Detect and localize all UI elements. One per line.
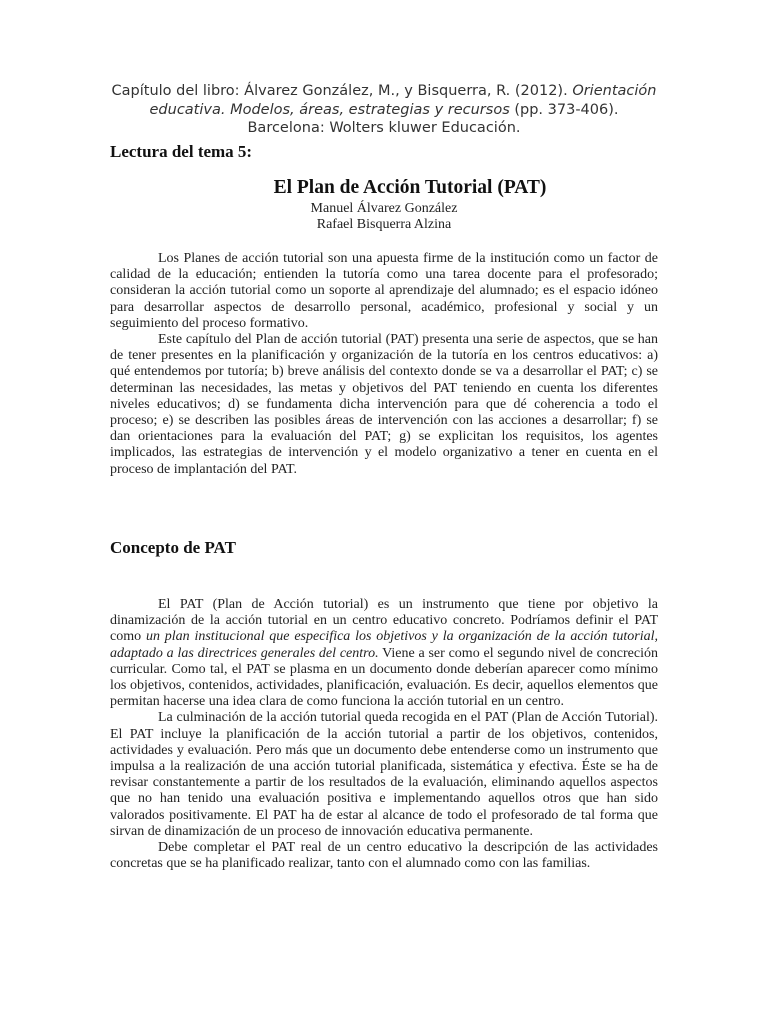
section-heading-concepto: Concepto de PAT [110, 538, 236, 557]
citation-part1: Capítulo del libro: Álvarez González, M., y Bisquerra, R. (2012). [111, 83, 568, 99]
author-1: Manuel Álvarez González [310, 201, 458, 216]
citation-part2: (pp. 373-406). Barcelona: Wolters kluwer Educación. [247, 101, 619, 136]
concept-section [110, 597, 658, 872]
concept-p1-definition: un plan institucional que especifica los objetivos y la organización de la acción tutorial, adaptado a las directrices generales del centro. [110, 629, 658, 661]
concept-paragraph-3: Debe completar el PAT real de un centro educativo la descripción de las actividades concretas que se ha planificado realizar, tanto con el alumnado como con las familias. [110, 840, 658, 872]
concept-paragraph-2: La culminación de la acción tutorial queda recogida en el PAT (Plan de Acción Tutorial). El PAT incluye la planificación de la acción tutorial a partir de los objetivos, contenidos, actividades y evaluación. Pero más que un documento debe entenderse como un instrumento que impulsa a la realización de una acción tutorial planificada, sistemática y efectiva. Éste se ha de revisar constantemente a partir de los resultados de la evaluación, eliminando aquellos aspectos que no han tenido una evaluación positiva e implementando aquellos otros que han sido valorados positivamente. El PAT ha de estar al alcance de todo el profesorado de tal forma que sirvan de dinamización de un proceso de innovación educativa permanente. [110, 710, 658, 839]
intro-paragraph-2: Este capítulo del Plan de acción tutorial (PAT) presenta una serie de aspectos, que se han de tener presentes en la planificación y organización de la tutoría en los centros educativos: a) qué entendemos por tutoría; b) breve análisis del contexto donde se va a desarrollar el PAT; c) se determinan las necesidades, las metas y objetivos del PAT teniendo en cuenta los diferentes niveles educativos; d) se fundamenta dicha intervención para que dé coherencia a todo el proceso; e) se describen las posibles áreas de intervención con las acciones a desarrollar; f) se dan orientaciones para la evaluación del PAT; g) se explicitan los requisitos, los agentes implicados, las estrategias de intervención y el modelo organizativo a tener en cuenta en el proceso de implantación del PAT. [110, 332, 658, 477]
concept-paragraph-1 [110, 597, 658, 710]
author-2: Rafael Bisquerra Alzina [316, 217, 452, 232]
lectura-heading: Lectura del tema 5: [110, 142, 253, 161]
intro-paragraph-1: Los Planes de acción tutorial son una apuesta firme de la institución como un factor de calidad de la educación; entienden la tutoría como una tarea docente para el profesorado; consideran la acción tutorial como un soporte al aprendizaje del alumnado; es el espacio idóneo para desarrollar aspectos de desarrollo personal, académico, profesional y social y un seguimiento del proceso formativo. [110, 251, 658, 331]
intro-section [110, 251, 658, 478]
citation-book-title: Orientación educativa. Modelos, áreas, estrategias y recursos [149, 83, 657, 118]
book-citation [110, 82, 658, 138]
page-title: El Plan de Acción Tutorial (PAT) [273, 177, 547, 198]
concept-p1-after: Viene a ser como el segundo nivel de concreción curricular. Como tal, el PAT se plasma en un documento donde deberían aparecer como mínimo los objetivos, contenidos, actividades, planificación, evaluación. Es decir, aquellos elementos que permitan hacerse una idea clara de como funciona la acción tutorial en un centro. [110, 645, 659, 710]
concept-p1-before: El PAT (Plan de Acción tutorial) es un instrumento que tiene por objetivo la dinamización de la acción tutorial en un centro educativo concreto. Podríamos definir el PAT como [110, 597, 658, 645]
